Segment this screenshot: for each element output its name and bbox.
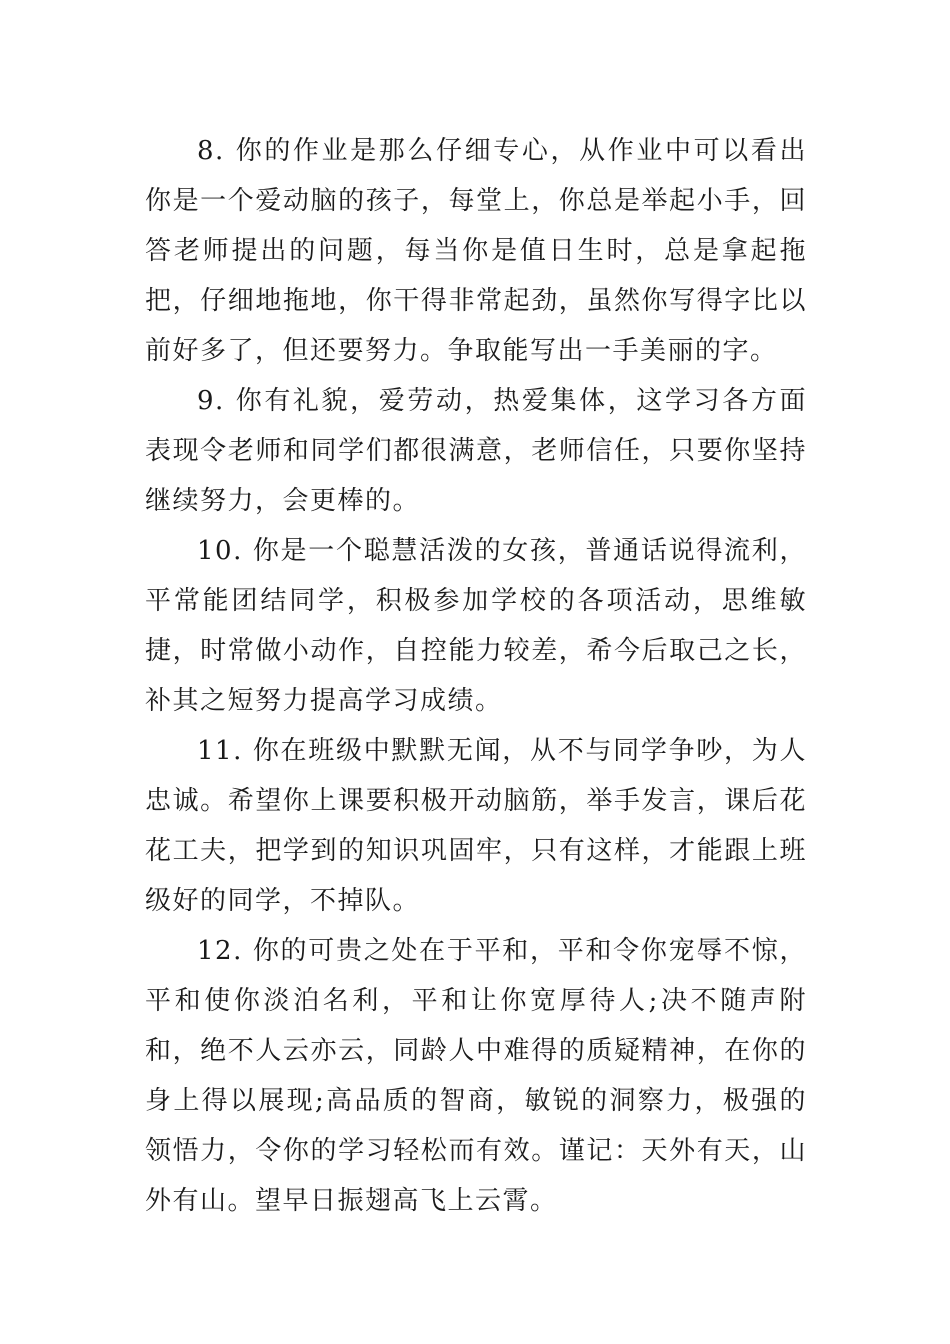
comment-paragraph-8: 8. 你的作业是那么仔细专心，从作业中可以看出你是一个爱动脑的孩子，每堂上，你总是举起小手，回答老师提出的问题，每当你是值日生时，总是拿起拖把，仔细地拖地，你干得非常起劲，虽然你写得字比以前好多了，但还要努力。争取能写出一手美丽的字。	[145, 136, 807, 366]
comment-paragraph-10: 10. 你是一个聪慧活泼的女孩，普通话说得流利，平常能团结同学，积极参加学校的各项活动，思维敏捷，时常做小动作，自控能力较差，希今后取己之长，补其之短努力提高学习成绩。	[145, 536, 807, 716]
comment-paragraph-12: 12. 你的可贵之处在于平和，平和令你宠辱不惊，平和使你淡泊名利，平和让你宽厚待人;决不随声附和，绝不人云亦云，同龄人中难得的质疑精神，在你的身上得以展现;高品质的智商，敏锐的洞察力，极强的领悟力，令你的学习轻松而有效。谨记：天外有天，山外有山。望早日振翅高飞上云霄。	[145, 936, 807, 1216]
comment-paragraph-11: 11. 你在班级中默默无闻，从不与同学争吵，为人忠诚。希望你上课要积极开动脑筋，举手发言，课后花花工夫，把学到的知识巩固牢，只有这样，才能跟上班级好的同学，不掉队。	[145, 736, 807, 916]
comment-paragraph-9: 9. 你有礼貌，爱劳动，热爱集体，这学习各方面表现令老师和同学们都很满意，老师信任，只要你坚持继续努力，会更棒的。	[145, 386, 807, 516]
document-body	[145, 126, 807, 1226]
